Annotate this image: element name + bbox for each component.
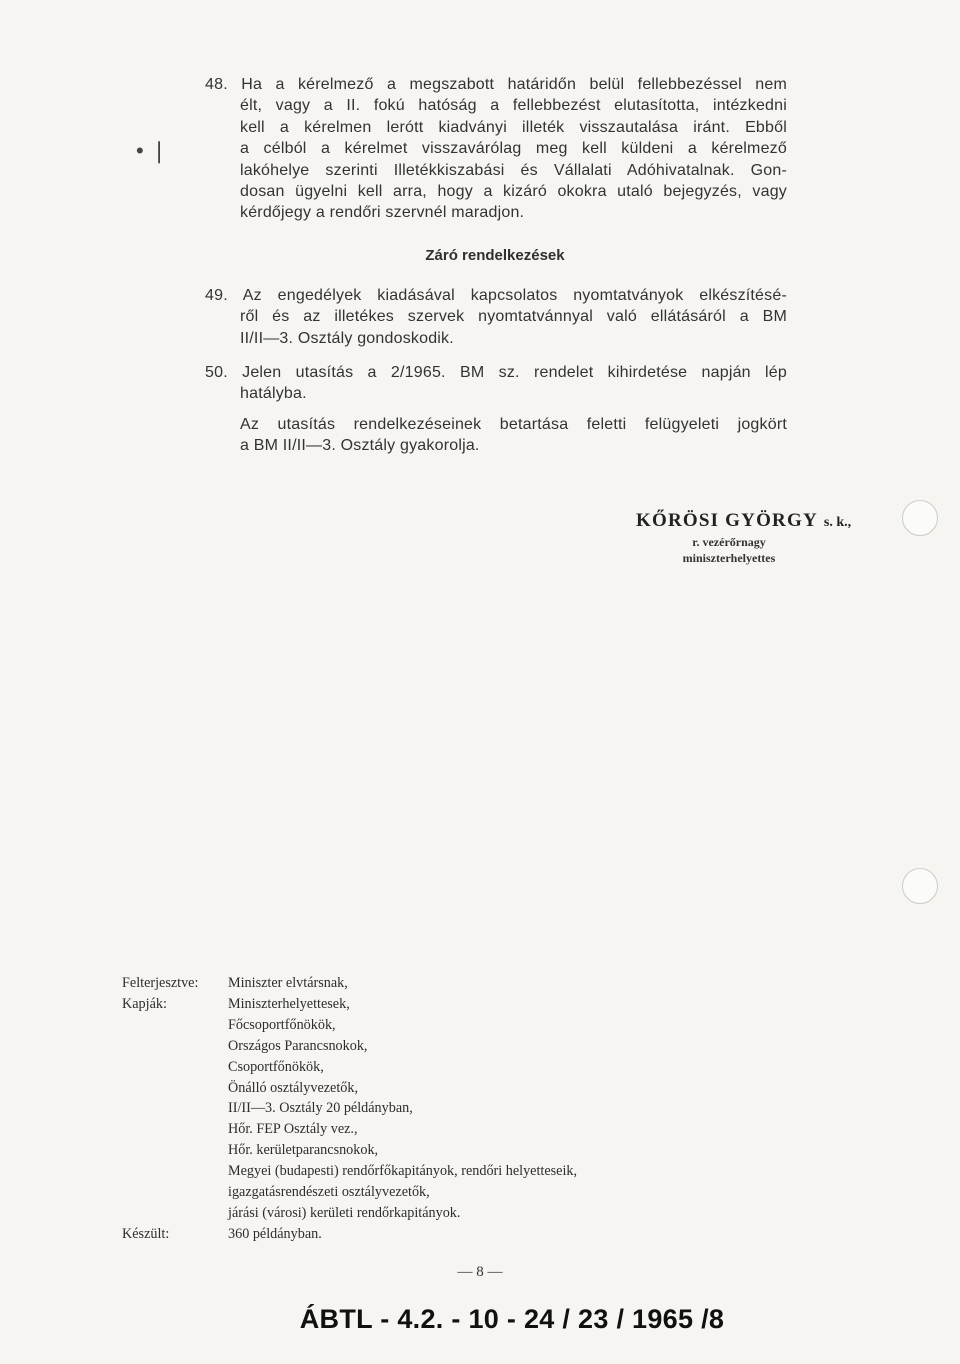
section-48-line: kérdőjegy a rendőri szervnél maradjon. [240,204,525,222]
signatory-name [636,510,851,532]
section-49-line: II/II—3. Osztály gondoskodik. [240,329,454,347]
signatory-suffix: s. k., [823,515,852,530]
recipient-item: Hőr. kerületparancsnokok, [228,1142,379,1159]
recipient-item: Önálló osztályvezetők, [228,1079,359,1096]
distribution-row [122,1098,577,1119]
section-48-line: lakóhelye szerinti Illetékkiszabási és Vállalati Adóhivatalnak. Gon- [240,161,787,179]
distribution-row [122,973,577,994]
section-48-line: 48. Ha a kérelmező a megszabott határidőn belül fellebbezéssel nem [205,76,787,93]
distribution-list [122,973,577,1245]
distribution-row [122,1119,577,1140]
submitted-label: Felterjesztve: [122,975,199,991]
submitted-value: Miniszter elvtársnak, [228,975,348,991]
punch-hole-bottom [902,868,938,904]
recipient-item: igazgatásrendészeti osztályvezetők, [228,1184,430,1201]
receives-label: Kapják: [122,995,167,1012]
distribution-row [122,1224,577,1245]
punch-hole-top [902,500,938,536]
distribution-row [122,1036,577,1057]
section-49 [205,285,787,349]
supervision-line: Az utasítás rendelkezéseinek betartása feletti felügyeleti jogkört [240,416,787,433]
distribution-row [122,994,577,1015]
section-48-line: dosan ügyelni kell arra, hogy a kizáró okokra utaló bejegyzés, vagy [240,183,787,201]
section-48-line: a célból a kérelmet visszavárólag meg kell küldeni a kérelmező [240,140,787,158]
signatory-rank: r. vezérőrnagy [692,535,766,549]
distribution-row [122,1057,577,1078]
recipient-item: Csoportfőnökök, [228,1058,324,1075]
section-50-line: hatályba. [240,385,307,403]
recipient-item: járási (városi) kerületi rendőrkapitányok. [228,1204,461,1221]
supervision-line: a BM II/II—3. Osztály gyakorolja. [240,437,480,455]
section-48 [205,74,787,224]
distribution-row [122,1161,577,1182]
section-48-line: élt, vagy a II. fokú hatóság a fellebbezést elutasította, intézkedni [240,97,787,115]
recipient-item: Főcsoportfőnökök, [228,1016,336,1033]
page-number: — 8 — [457,1264,503,1280]
section-49-line: 49. Az engedélyek kiadásával kapcsolatos nyomtatványok elkészítésé- [205,287,787,304]
recipient-item: Miniszterhelyettesek, [228,995,350,1012]
distribution-row [122,1140,577,1161]
recipient-item: Országos Parancsnokok, [228,1037,368,1054]
section-48-line: kell a kérelmen lerótt kiadványi illeték visszautalása iránt. Ebből [240,118,787,136]
distribution-row [122,1015,577,1036]
section-50-line: 50. Jelen utasítás a 2/1965. BM sz. rendelet kihirdetése napján lép [205,364,787,381]
signatory-title: miniszterhelyettes [682,551,776,565]
distribution-row [122,1078,577,1099]
section-49-line: ről és az illetékes szervek nyomtatvánnyal való ellátásáról a BM [240,308,787,326]
margin-mark: • ❘ [136,138,169,163]
distribution-row [122,1203,577,1224]
made-label: Készült: [122,1225,170,1242]
signatory-name-text: KŐRÖSI GYÖRGY [636,510,818,531]
made-value: 360 példányban. [228,1225,322,1242]
supervision-paragraph [205,414,787,457]
recipient-item: II/II—3. Osztály 20 példányban, [228,1100,413,1117]
archive-reference: ÁBTL - 4.2. - 10 - 24 / 23 / 1965 /8 [299,1304,725,1334]
distribution-row [122,1182,577,1203]
section-50 [205,362,787,405]
recipient-item: Megyei (budapesti) rendőrfőkapitányok, rendőri helyetteseik, [228,1163,578,1180]
section-heading: Záró rendelkezések [425,247,565,264]
recipient-item: Hőr. FEP Osztály vez., [228,1121,358,1138]
